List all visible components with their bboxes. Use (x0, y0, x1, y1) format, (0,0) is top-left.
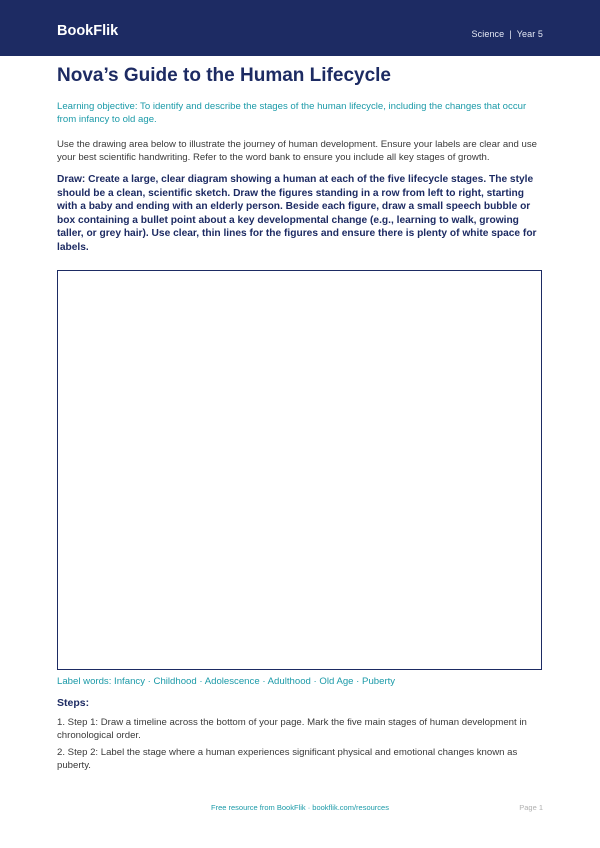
learning-objective: Learning objective: To identify and describe the stages of the human lifecycle, including the changes that occur from infancy to old age. (57, 101, 527, 125)
steps-heading: Steps: (57, 697, 90, 709)
header-bar (0, 0, 600, 56)
page-number: Page 1 (519, 803, 543, 812)
subject-separator: | (509, 29, 512, 39)
intro-text: Use the drawing area below to illustrate the journey of human development. Ensure your labels are clear and use your best scientific handwriting. Refer to the word bank to ensure you include all key stages of growth. (57, 139, 537, 163)
step-item-1: 1. Step 1: Draw a timeline across the bottom of your page. Mark the five main stages of human development in chronological order. (57, 717, 527, 741)
year-label: Year 5 (516, 29, 543, 39)
step-item-2: 2. Step 2: Label the stage where a human experiences significant physical and emotional changes known as puberty. (57, 747, 518, 771)
page-title: Nova’s Guide to the Human Lifecycle (57, 65, 391, 86)
label-words: Label words: Infancy · Childhood · Adolescence · Adulthood · Old Age · Puberty (57, 676, 396, 687)
footer-text: Free resource from BookFlik · bookflik.com/resources (211, 803, 389, 812)
subject-year-label (472, 28, 543, 40)
draw-instruction: Draw: Create a large, clear diagram showing a human at each of the five lifecycle stages. The style should be a clean, scientific sketch. Draw the figures standing in a row from left to right, starting with a baby and ending with an elderly person. Beside each figure, draw a small speech bubble or box containing a bullet point about a key developmental change (e.g., learning to walk, growing taller, or grey hair). Use clear, thin lines for the figures and ensure there is plenty of white space for labels. (57, 174, 537, 253)
drawing-area[interactable] (57, 270, 542, 670)
subject-label: Science (471, 29, 505, 39)
brand-logo: BookFlik (57, 23, 119, 39)
